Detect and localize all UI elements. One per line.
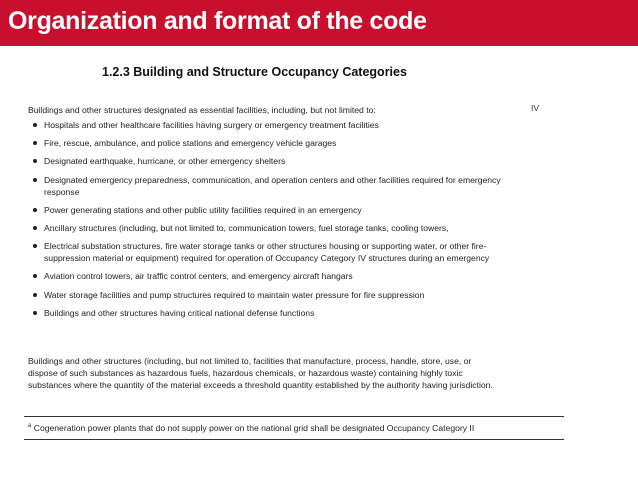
occupancy-category: IV: [531, 103, 540, 113]
list-item: [28, 240, 518, 264]
list-item-text: Hospitals and other healthcare facilities having surgery or emergency treatment facilities: [44, 120, 379, 130]
list-item: [28, 222, 518, 234]
bullet-icon: [33, 159, 37, 163]
bullet-icon: [33, 293, 37, 297]
table-bottom-rule: [24, 439, 564, 440]
list-item-text: Ancillary structures (including, but not limited to, communication towers, fuel storage tanks, cooling towers,: [44, 222, 449, 233]
list-item: [28, 119, 518, 131]
bullet-icon: [33, 274, 37, 278]
table-intro: Buildings and other structures designated as essential facilities, including, but not limited to:: [28, 105, 376, 115]
bullet-icon: [33, 123, 37, 127]
hazardous-structures-text: Buildings and other structures (including, but not limited to, facilities that manufacture, process, handle, store, use, or dispose of such substances as hazardous fuels, hazardous chemicals, or hazardous waste) containing highly toxic substances where the quantity of the material exceeds a threshold quantity established by the authority having jurisdiction.: [28, 356, 493, 390]
bullet-icon: [33, 208, 37, 212]
list-item-text: Designated earthquake, hurricane, or other emergency shelters: [44, 156, 286, 167]
table-footnote: [28, 420, 474, 434]
footnote-text: Cogeneration power plants that do not supply power on the national grid shall be designated Occupancy Category II: [33, 422, 475, 433]
bullet-icon: [33, 226, 37, 230]
list-item-text: Aviation control towers, air traffic control centers, and emergency aircraft hangars: [44, 271, 353, 282]
bullet-icon: [33, 178, 37, 182]
bullet-icon: [33, 244, 37, 248]
list-item-text: Designated emergency preparedness, communication, and operation centers and other facilities required for emergency response: [44, 174, 501, 197]
list-item-text: Electrical substation structures, fire water storage tanks or other structures housing or supporting water, or other fire-suppression material or equipment) required for operation of Occupancy Category IV structures during an emergency: [44, 241, 490, 264]
list-item: [28, 137, 518, 149]
title-bar: [0, 0, 638, 46]
list-item: [28, 307, 518, 319]
list-item: [28, 289, 518, 301]
list-item-text: Fire, rescue, ambulance, and police stations and emergency vehicle garages: [44, 138, 337, 149]
essential-facilities-list: [28, 119, 518, 325]
list-item: [28, 270, 518, 282]
footnote-marker: a: [28, 423, 32, 429]
slide-title: Organization and format of the code: [8, 7, 427, 35]
section-heading: 1.2.3 Building and Structure Occupancy Categories: [102, 65, 407, 79]
bullet-icon: [33, 141, 37, 145]
bullet-icon: [33, 311, 37, 315]
list-item-text: Water storage facilities and pump structures required to maintain water pressure for fire suppression: [44, 289, 425, 300]
list-item: [28, 174, 518, 198]
list-item: [28, 204, 518, 216]
list-item-text: Buildings and other structures having critical national defense functions: [44, 307, 315, 318]
table-divider: [24, 416, 564, 417]
list-item: [28, 155, 518, 167]
list-item-text: Power generating stations and other public utility facilities required in an emergency: [44, 204, 362, 215]
